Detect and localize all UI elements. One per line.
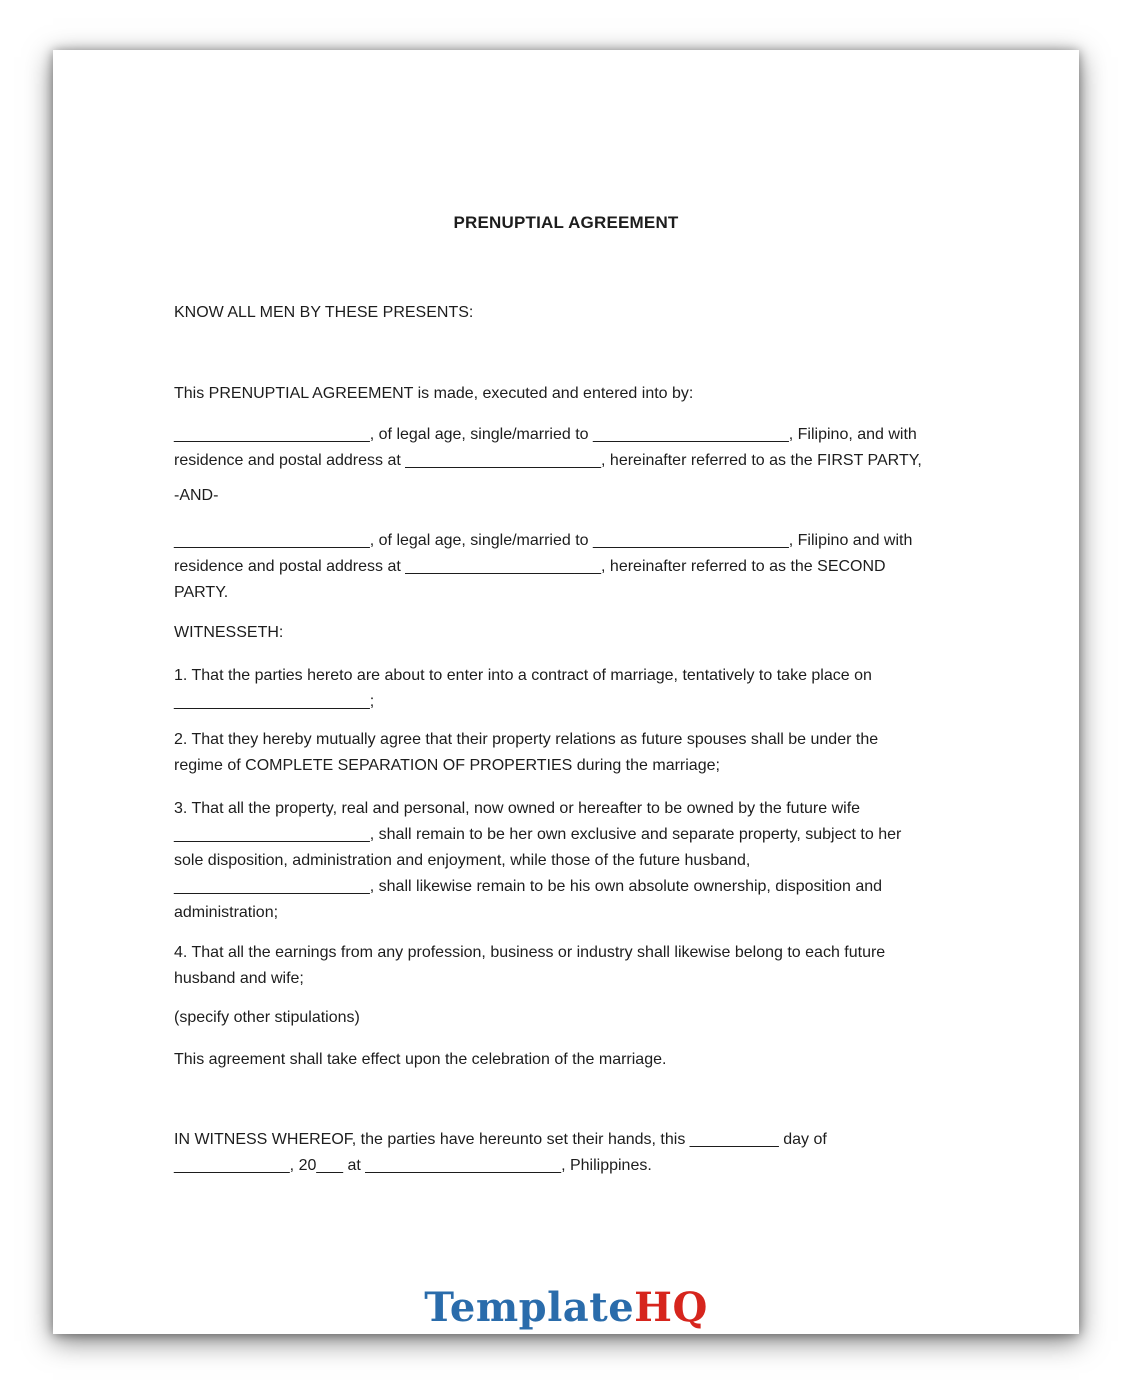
- text-line: WITNESSETH:: [174, 624, 284, 641]
- text-line: _____________, 20___ at ______________________, Philippines.: [174, 1157, 652, 1174]
- intro-paragraph: [174, 381, 958, 407]
- logo-text-blue: Template: [424, 1284, 635, 1331]
- document-title: PRENUPTIAL AGREEMENT: [453, 213, 679, 232]
- stipulations-note: [174, 1005, 958, 1031]
- witness-clause: [174, 1127, 958, 1179]
- text-line: This agreement shall take effect upon the celebration of the marriage.: [174, 1051, 667, 1068]
- text-line: 3. That all the property, real and personal, now owned or hereafter to be owned by the future wife: [174, 800, 861, 817]
- document-page: [53, 50, 1079, 1334]
- second-party-paragraph: [174, 528, 958, 606]
- text-line: administration;: [174, 904, 279, 921]
- text-line: ______________________, shall remain to be her own exclusive and separate property, subject to her: [174, 826, 902, 843]
- text-line: regime of COMPLETE SEPARATION OF PROPERTIES during the marriage;: [174, 757, 720, 774]
- text-line: This PRENUPTIAL AGREEMENT is made, executed and entered into by:: [174, 385, 694, 402]
- text-line: 4. That all the earnings from any profession, business or industry shall likewise belong to each future: [174, 944, 886, 961]
- logo-text-red: HQ: [634, 1284, 708, 1331]
- clause-4: [174, 940, 958, 992]
- text-line: husband and wife;: [174, 970, 304, 987]
- effect-clause: [174, 1047, 958, 1073]
- clause-1: [174, 663, 958, 715]
- text-line: ______________________, of legal age, single/married to ______________________, Filipino, and with: [174, 426, 917, 443]
- templatehq-logo: [174, 1285, 958, 1331]
- text-line: 2. That they hereby mutually agree that their property relations as future spouses shall be under the: [174, 731, 879, 748]
- text-line: (specify other stipulations): [174, 1009, 360, 1026]
- clause-2: [174, 727, 958, 779]
- text-line: PARTY.: [174, 584, 229, 601]
- text-line: -AND-: [174, 487, 219, 504]
- clause-3: [174, 796, 958, 926]
- text-line: ______________________;: [174, 693, 375, 710]
- text-line: ______________________, of legal age, single/married to ______________________, Filipino and with: [174, 532, 913, 549]
- text-line: residence and postal address at ______________________, hereinafter referred to as the SECOND: [174, 558, 886, 575]
- first-party-paragraph: [174, 422, 958, 474]
- opening-statement: [174, 300, 958, 326]
- text-line: IN WITNESS WHEREOF, the parties have hereunto set their hands, this __________ day of: [174, 1131, 827, 1148]
- text-line: ______________________, shall likewise remain to be his own absolute ownership, disposition and: [174, 878, 883, 895]
- text-line: residence and postal address at ______________________, hereinafter referred to as the FIRST PARTY,: [174, 452, 922, 469]
- text-line: 1. That the parties hereto are about to enter into a contract of marriage, tentatively to take place on: [174, 667, 872, 684]
- witnesseth-heading: [174, 620, 958, 646]
- and-separator: [174, 483, 958, 509]
- text-line: sole disposition, administration and enjoyment, while those of the future husband,: [174, 852, 751, 869]
- text-line: KNOW ALL MEN BY THESE PRESENTS:: [174, 304, 474, 321]
